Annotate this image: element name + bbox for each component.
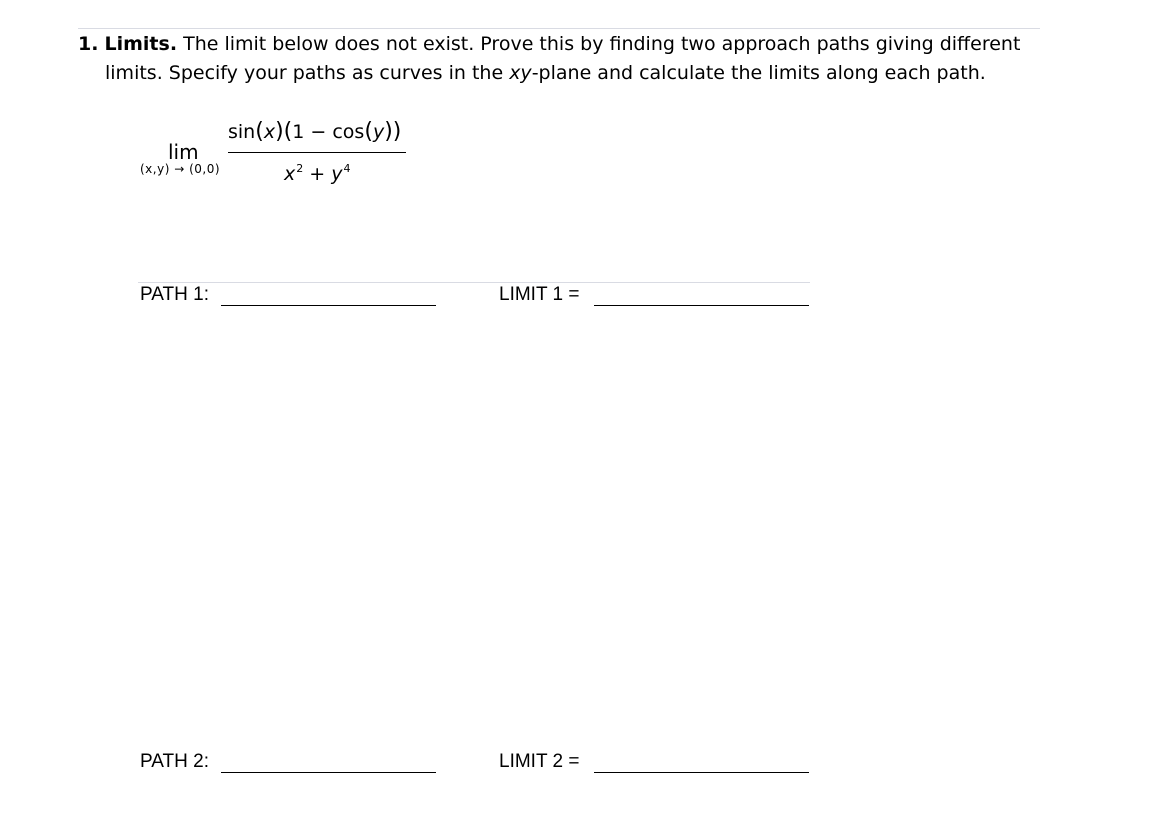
limit-2-answer-blank[interactable] (594, 772, 809, 773)
limit-1-label: LIMIT 1 = (499, 284, 580, 305)
problem-line-2 (78, 59, 1048, 88)
num-x: x (263, 121, 276, 143)
lim-subscript: (x,y) → (0,0) (140, 162, 221, 176)
limit-formula (140, 116, 440, 196)
lim-operator: lim (168, 140, 199, 164)
path-1-label: PATH 1: (140, 284, 209, 305)
num-cos: cos (332, 121, 365, 143)
num-y: y (372, 121, 385, 143)
path-2-answer-blank[interactable] (221, 772, 436, 773)
num-sin: sin (228, 121, 256, 143)
limit-2-label: LIMIT 2 = (499, 751, 580, 772)
top-rule (78, 28, 1040, 29)
problem-line-1 (78, 30, 1048, 59)
fraction-numerator: sin(x)(1 − cos(y)) (228, 119, 402, 144)
den-y: y (331, 163, 343, 185)
path-2-label: PATH 2: (140, 751, 209, 772)
problem-text-2-italic: xy (509, 62, 532, 84)
fraction-denominator (284, 158, 351, 185)
num-one-minus: 1 − (292, 121, 333, 143)
problem-text-2a: limits. Specify your paths as curves in the (105, 62, 510, 84)
problem-text-2b: -plane and calculate the limits along each path. (531, 62, 986, 84)
den-x-exponent: 2 (296, 162, 304, 175)
fraction-bar (228, 152, 406, 153)
path-1-answer-blank[interactable] (221, 305, 436, 306)
problem-text-1: The limit below does not exist. Prove this by finding two approach paths giving different (177, 33, 1021, 55)
den-plus: + (303, 163, 332, 185)
problem-statement (78, 30, 1048, 88)
problem-keyword: Limits. (104, 33, 178, 55)
den-y-exponent: 4 (343, 162, 351, 175)
problem-number: 1. (78, 33, 99, 55)
answer-section-rule (138, 282, 810, 283)
den-x: x (284, 163, 296, 185)
limit-1-answer-blank[interactable] (594, 305, 809, 306)
